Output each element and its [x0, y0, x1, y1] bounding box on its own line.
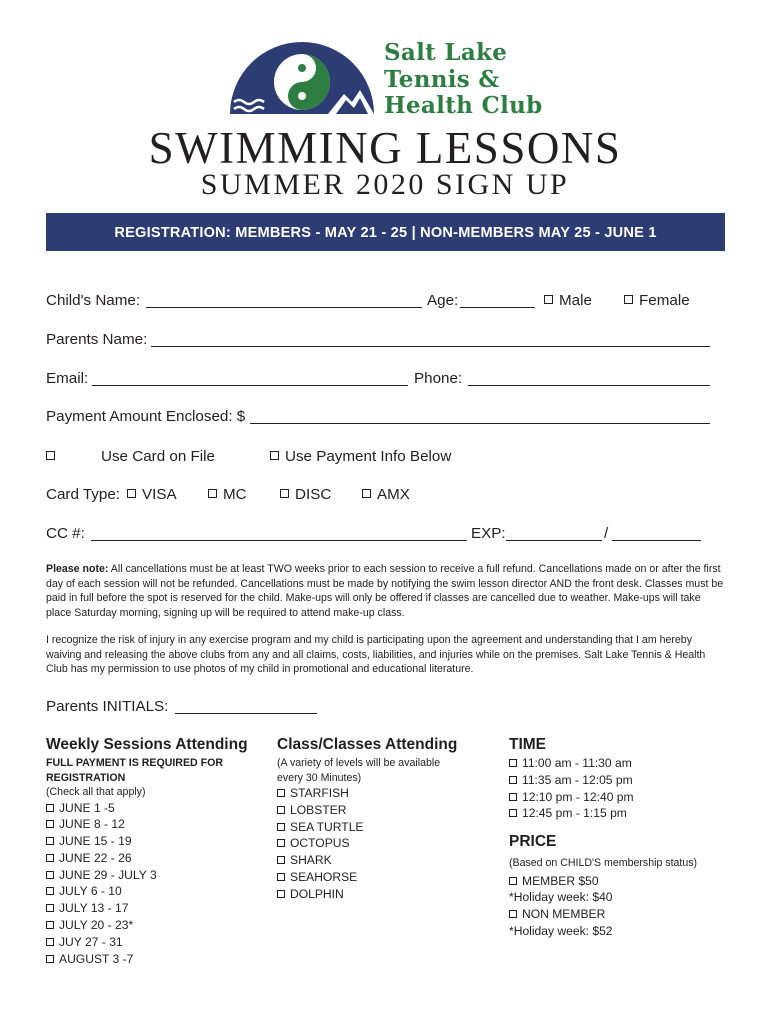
checkbox-icon	[277, 789, 285, 797]
use-payment-info-label: Use Payment Info Below	[285, 448, 452, 465]
use-card-label: Use Card on File	[101, 448, 215, 465]
child-name-field[interactable]	[146, 307, 422, 308]
checkbox-icon	[46, 837, 54, 845]
checkbox-icon	[270, 451, 279, 460]
class-option-label: SEAHORSE	[290, 869, 358, 884]
class-option-label: OCTOPUS	[290, 836, 350, 851]
session-option-label: JUNE 1 -5	[59, 800, 115, 815]
time-option[interactable]	[509, 805, 729, 822]
checkbox-icon	[46, 955, 54, 963]
page-subtitle: SUMMER 2020 SIGN UP	[200, 168, 570, 201]
phone-field[interactable]	[468, 385, 710, 386]
age-label: Age:	[427, 292, 459, 309]
classes-list	[277, 785, 507, 903]
checkbox-icon	[509, 809, 517, 817]
child-name-label: Child's Name:	[46, 292, 141, 309]
male-label: Male	[559, 292, 592, 309]
session-option-label: JULY 13 - 17	[59, 901, 129, 916]
class-option[interactable]	[277, 869, 507, 886]
weekly-sub-1: FULL PAYMENT IS REQUIRED FOR	[46, 757, 223, 769]
class-option-label: STARFISH	[290, 786, 349, 800]
classes-heading: Class/Classes Attending	[277, 736, 458, 753]
checkbox-icon	[362, 489, 371, 498]
registration-banner: REGISTRATION: MEMBERS - MAY 21 - 25 | NON-MEMBERS MAY 25 - JUNE 1	[46, 213, 725, 251]
class-option-label: LOBSTER	[290, 802, 347, 817]
class-option[interactable]	[277, 819, 507, 836]
phone-label: Phone:	[414, 370, 463, 387]
session-option[interactable]	[46, 917, 276, 934]
checkbox-icon	[46, 887, 54, 895]
checkbox-icon	[277, 823, 285, 831]
exp-year-field[interactable]	[612, 540, 701, 541]
checkbox-icon	[509, 793, 517, 801]
checkbox-icon	[46, 804, 54, 812]
club-name	[384, 40, 543, 120]
member-label: MEMBER $50	[522, 873, 599, 888]
checkbox-icon	[280, 489, 289, 498]
checkbox-icon	[624, 295, 633, 304]
payment-field[interactable]	[250, 423, 710, 424]
session-option-label: AUGUST 3 -7	[59, 951, 134, 966]
time-option-label: 11:35 am - 12:05 pm	[522, 772, 633, 787]
email-label: Email:	[46, 370, 89, 387]
checkbox-icon	[46, 938, 54, 946]
session-option-label: JUNE 29 - JULY 3	[59, 867, 157, 882]
time-option[interactable]	[509, 755, 729, 772]
weekly-sub-3: (Check all that apply)	[46, 786, 146, 798]
checkbox-icon	[544, 295, 553, 304]
card-visa-checkbox[interactable]	[127, 486, 177, 503]
time-option[interactable]	[509, 772, 729, 789]
price-sub: (Based on CHILD'S membership status)	[509, 857, 698, 870]
classes-sub-2: every 30 Minutes)	[277, 771, 362, 784]
class-option-label: SEA TURTLE	[290, 819, 364, 834]
classes-sub-1: (A variety of levels will be available	[277, 757, 441, 769]
female-label: Female	[639, 292, 690, 309]
session-option[interactable]	[46, 883, 276, 900]
use-payment-info-checkbox[interactable]	[270, 448, 451, 465]
session-option-label: JUNE 22 - 26	[59, 850, 132, 865]
non-member-label: NON MEMBER	[522, 907, 606, 922]
checkbox-icon	[46, 854, 54, 862]
session-option[interactable]	[46, 867, 276, 884]
weekly-list	[46, 800, 276, 968]
member-checkbox[interactable]	[509, 873, 729, 890]
class-option[interactable]	[277, 852, 507, 869]
age-field[interactable]	[460, 307, 535, 308]
cc-label: CC #:	[46, 525, 85, 542]
card-disc-label: DISC	[295, 486, 332, 503]
waiver-text: I recognize the risk of injury in any exercise program and my child is participating upon the agreement and understanding that I am hereby waiving and releasing the above clubs from any and all claims, costs, liabilities, and injuries while on the premises. Salt Lake Tennis & Health Club has my permission to use photos of my child in promotional and educational literature.	[46, 634, 706, 676]
non-member-checkbox[interactable]	[509, 906, 729, 923]
checkbox-icon	[509, 877, 517, 885]
card-amx-checkbox[interactable]	[362, 486, 410, 503]
class-option[interactable]	[277, 886, 507, 903]
checkbox-icon	[127, 489, 136, 498]
card-disc-checkbox[interactable]	[280, 486, 331, 503]
initials-label: Parents INITIALS:	[46, 698, 169, 715]
non-member-holiday: *Holiday week: $52	[509, 924, 613, 939]
session-option[interactable]	[46, 816, 276, 833]
time-list	[509, 755, 729, 822]
checkbox-icon	[277, 839, 285, 847]
card-mc-checkbox[interactable]	[208, 486, 247, 503]
weekly-heading: Weekly Sessions Attending	[46, 736, 248, 753]
email-field[interactable]	[92, 385, 408, 386]
checkbox-icon	[277, 890, 285, 898]
checkbox-icon	[46, 904, 54, 912]
session-option-label: JUNE 8 - 12	[59, 817, 125, 832]
session-option[interactable]	[46, 850, 276, 867]
checkbox-icon	[509, 910, 517, 918]
session-option[interactable]	[46, 800, 276, 817]
weekly-sub-2: REGISTRATION	[46, 771, 126, 784]
class-option[interactable]	[277, 835, 507, 852]
cancellation-note	[46, 562, 726, 620]
checkbox-icon	[46, 451, 55, 460]
time-option-label: 11:00 am - 11:30 am	[522, 756, 632, 770]
exp-month-field[interactable]	[506, 540, 602, 541]
checkbox-icon	[509, 776, 517, 784]
checkbox-icon	[46, 921, 54, 929]
classes-section	[277, 736, 507, 903]
parents-name-label: Parents Name:	[46, 331, 148, 348]
time-option[interactable]	[509, 789, 729, 806]
session-option-label: JUY 27 - 31	[59, 934, 123, 949]
checkbox-icon	[46, 871, 54, 879]
session-option[interactable]	[46, 900, 276, 917]
cc-number-field[interactable]	[91, 540, 467, 541]
session-option[interactable]	[46, 951, 276, 968]
female-checkbox[interactable]	[624, 292, 690, 309]
exp-label: EXP:	[471, 525, 506, 542]
checkbox-icon	[509, 759, 517, 767]
session-option-label: JULY 20 - 23*	[59, 918, 134, 933]
card-visa-label: VISA	[142, 486, 177, 503]
page-title: SWIMMING LESSONS	[148, 123, 622, 173]
class-option[interactable]	[277, 802, 507, 819]
session-option-label: JUNE 15 - 19	[59, 834, 132, 849]
card-type-label: Card Type:	[46, 486, 121, 503]
use-card-checkbox[interactable]	[46, 448, 61, 465]
session-option[interactable]	[46, 833, 276, 850]
checkbox-icon	[208, 489, 217, 498]
note-heading: Please note:	[46, 563, 109, 575]
member-holiday: *Holiday week: $40	[509, 890, 613, 905]
checkbox-icon	[277, 856, 285, 864]
session-option[interactable]	[46, 934, 276, 951]
checkbox-icon	[277, 873, 285, 881]
checkbox-icon	[277, 806, 285, 814]
session-option-label: JULY 6 - 10	[59, 884, 122, 899]
card-mc-label: MC	[223, 486, 247, 503]
class-option-label: DOLPHIN	[290, 886, 344, 901]
club-logo	[228, 34, 376, 118]
male-checkbox[interactable]	[544, 292, 592, 309]
payment-label: Payment Amount Enclosed: $	[46, 408, 246, 425]
note-text: All cancellations must be at least TWO weeks prior to each session to receive a full refund. Cancellations made on or after the first day of each session will not be refunded. Cancellations must be made by notifying the swim lesson director AND the front desk. Classes must be paid in full before the spot is reserved for the child. Make-ups will only be offered if classes are cancelled due to weather. Make-ups will take place Saturday morning, signing up will be required to attend make-up class.	[46, 563, 724, 619]
club-name-line-2: Tennis &	[384, 65, 500, 93]
time-option-label: 12:10 pm - 12:40 pm	[522, 789, 634, 804]
time-heading: TIME	[509, 736, 547, 753]
time-option-label: 12:45 pm - 1:15 pm	[522, 806, 627, 821]
time-section	[509, 736, 729, 940]
card-amx-label: AMX	[377, 486, 410, 503]
class-option-label: SHARK	[290, 853, 332, 868]
club-name-line-3: Health Club	[384, 92, 543, 119]
club-name-line-1: Salt Lake	[384, 39, 508, 66]
weekly-sessions-section	[46, 736, 276, 967]
price-heading: PRICE	[509, 833, 557, 851]
initials-field[interactable]	[175, 713, 317, 714]
parents-name-field[interactable]	[151, 346, 710, 347]
exp-separator: /	[604, 525, 609, 542]
checkbox-icon	[46, 820, 54, 828]
class-option[interactable]	[277, 785, 507, 802]
